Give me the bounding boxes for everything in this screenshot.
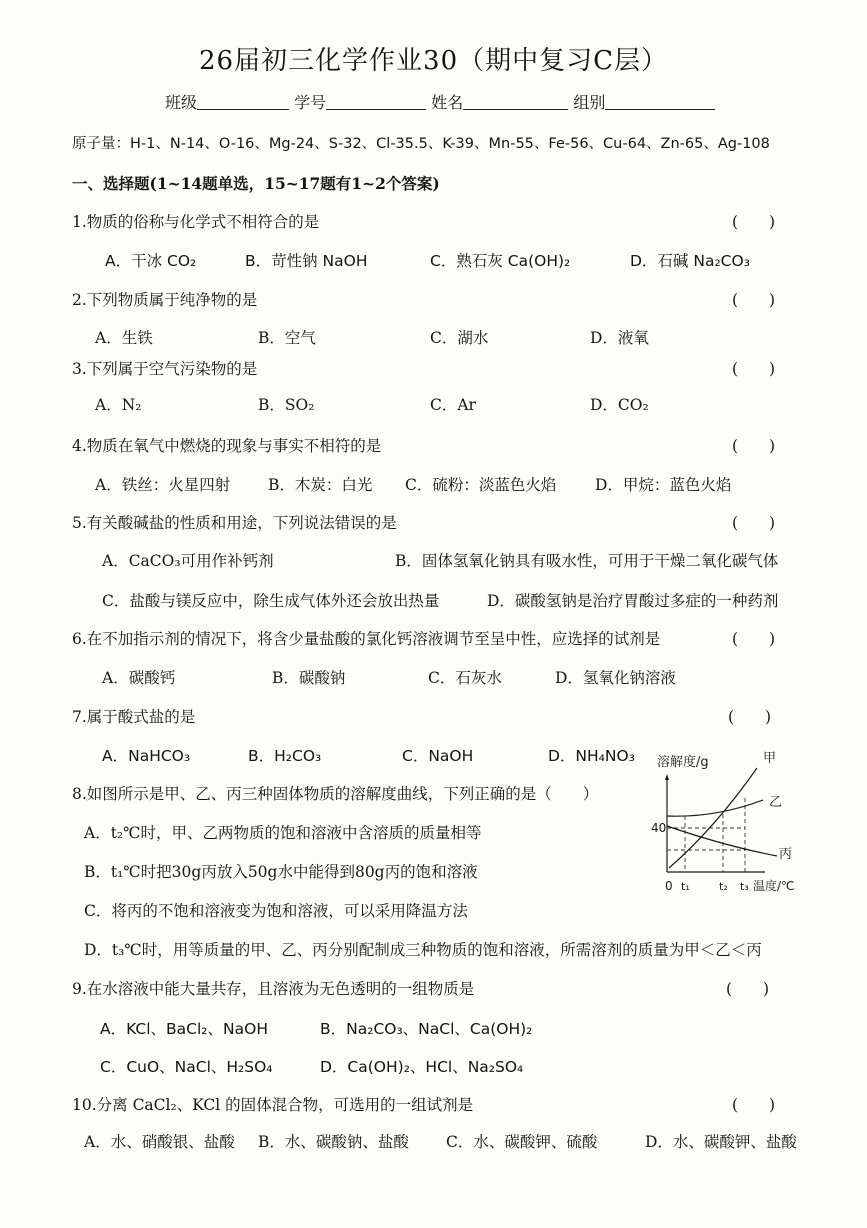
option: C．CuO、NaCl、H₂SO₄ [100,1058,273,1076]
class-label: 班级 [165,93,198,112]
option: C．湖水 [430,329,489,347]
option: A．水、硝酸银、盐酸 [84,1133,235,1151]
option: D．NH₄NO₃ [548,747,635,765]
y-tick-label: 40 [651,821,667,835]
option: A．NaHCO₃ [102,747,191,765]
answer-paren[interactable]: ( ) [732,514,776,532]
question-stem: 1.物质的俗称与化学式不相符合的是 [72,213,320,231]
option: D．Ca(OH)₂、HCl、Na₂SO₄ [320,1058,524,1076]
option: D．液氧 [590,329,649,347]
option: A．KCl、BaCl₂、NaOH [100,1020,268,1038]
option: B．木炭：白光 [268,476,373,494]
option: A．CaCO₃可用作补钙剂 [102,552,274,570]
curve-bing [667,826,777,856]
option: B．Na₂CO₃、NaCl、Ca(OH)₂ [320,1020,533,1038]
option: B．空气 [258,329,316,347]
y-axis-label: 溶解度/g [657,755,709,770]
y-axis-arrow [665,774,669,780]
origin-label: 0 [665,879,673,893]
question-stem: 3.下列属于空气污染物的是 [72,360,258,378]
answer-paren[interactable]: ( ) [732,630,776,648]
x-tick-label: t₂ [719,880,728,893]
question-stem: 5.有关酸碱盐的性质和用途，下列说法错误的是 [72,514,397,532]
section-title: 一、选择题(1~14题单选，15~17题有1~2个答案) [72,174,440,193]
group-label: 组别 [573,93,606,112]
option: B．SO₂ [258,396,315,414]
curve-label-yi: 乙 [769,795,783,810]
option: B．H₂CO₃ [248,747,322,765]
option: D．石碱 Na₂CO₃ [630,252,750,270]
x-tick-label: t₃ [740,880,749,893]
option: D．CO₂ [590,396,649,414]
option: C．NaOH [402,747,474,765]
question-stem: 7.属于酸式盐的是 [72,708,196,726]
answer-paren[interactable]: ( ) [732,360,776,378]
curve-label-bing: 丙 [779,847,793,862]
option: B．碳酸钠 [272,669,346,687]
question-stem: 4.物质在氧气中燃烧的现象与事实不相符的是 [72,437,382,455]
curve-jia [669,768,757,868]
group-field[interactable] [605,93,715,110]
solubility-curve-figure [645,748,815,898]
option: B．苛性钠 NaOH [245,252,368,270]
x-axis-label: 温度/℃ [753,879,795,893]
option: A．t₂℃时，甲、乙两物质的饱和溶液中含溶质的质量相等 [84,824,482,842]
answer-paren[interactable]: ( ) [726,980,770,998]
answer-paren[interactable]: ( ) [732,291,776,309]
option: C．盐酸与镁反应中，除生成气体外还会放出热量 [102,592,440,610]
option: D．水、碳酸钾、盐酸 [645,1133,797,1151]
answer-paren[interactable]: ( ) [732,437,776,455]
option: A．干冰 CO₂ [105,252,197,270]
curve-label-jia: 甲 [763,751,777,766]
curve-yi [667,800,763,816]
option: C．Ar [430,396,476,414]
question-stem: 9.在水溶液中能大量共存，且溶液为无色透明的一组物质是 [72,980,475,998]
option: D．t₃℃时，用等质量的甲、乙、丙分别配制成三种物质的饱和溶液，所需溶剂的质量为甲＜乙＜丙 [84,941,762,959]
question-stem: 2.下列物质属于纯净物的是 [72,291,258,309]
option: C．将丙的不饱和溶液变为饱和溶液，可以采用降温方法 [84,902,468,920]
answer-paren[interactable]: ( ) [728,708,772,726]
question-stem: 10.分离 CaCl₂、KCl 的固体混合物，可选用的一组试剂是 [72,1096,474,1114]
option: A．铁丝：火星四射 [95,476,231,494]
answer-paren[interactable]: ( ) [732,1096,776,1114]
answer-paren[interactable]: ( ) [732,213,776,231]
name-field[interactable] [463,93,568,110]
student-id-label: 学号 [294,93,327,112]
page-title: 26届初三化学作业30（期中复习C层） [198,46,669,76]
student-info-line [165,90,715,113]
atomic-masses: 原子量：H-1、N-14、O-16、Mg-24、S-32、Cl-35.5、K-39、Mn-55、Fe-56、Cu-64、Zn-65、Ag-108 [72,136,770,152]
name-label: 姓名 [431,93,464,112]
option: B．固体氢氧化钠具有吸水性，可用于干燥二氧化碳气体 [395,552,779,570]
option: C．水、碳酸钾、硫酸 [446,1133,598,1151]
x-tick-label: t₁ [681,880,690,893]
option: C．石灰水 [428,669,502,687]
option: C．硫粉：淡蓝色火焰 [405,476,557,494]
option: A．碳酸钙 [102,669,176,687]
option: D．甲烷：蓝色火焰 [595,476,732,494]
option: B．水、碳酸钠、盐酸 [258,1133,409,1151]
class-field[interactable] [197,93,289,110]
student-id-field[interactable] [326,93,426,110]
option: A．N₂ [95,396,142,414]
question-stem: 6.在不加指示剂的情况下，将含少量盐酸的氯化钙溶液调节至呈中性，应选择的试剂是 [72,630,661,648]
option: D．碳酸氢钠是治疗胃酸过多症的一种药剂 [487,592,779,610]
option: B．t₁℃时把30g丙放入50g水中能得到80g丙的饱和溶液 [84,863,478,881]
option: D．氢氧化钠溶液 [555,669,676,687]
option: C．熟石灰 Ca(OH)₂ [430,252,571,270]
option: A．生铁 [95,329,153,347]
question-stem: 8.如图所示是甲、乙、丙三种固体物质的溶解度曲线，下列正确的是（ ） [72,785,599,803]
